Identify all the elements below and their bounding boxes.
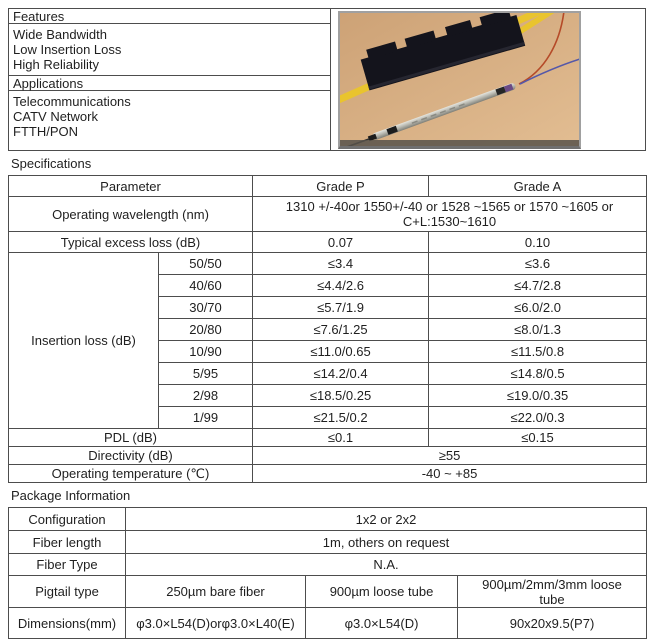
insertion-loss-label: Insertion loss (dB) — [9, 253, 159, 429]
package-information-title: Package Information — [11, 488, 131, 503]
specifications-table — [8, 175, 647, 483]
row-label: Operating wavelength (nm) — [9, 197, 253, 232]
photo-shadow — [340, 140, 579, 146]
il-grade-p: ≤14.2/0.4 — [253, 363, 429, 385]
dimensions-loose-tube-900: φ3.0×L54(D) — [306, 608, 458, 639]
split-ratio: 5/95 — [159, 363, 253, 385]
package-information-table — [8, 507, 647, 639]
row-label: Operating temperature (℃) — [9, 465, 253, 483]
il-grade-p: ≤5.7/1.9 — [253, 297, 429, 319]
product-photo-illustration — [340, 13, 579, 146]
photo-cell — [331, 9, 645, 150]
directivity-row — [9, 447, 647, 465]
il-grade-a: ≤19.0/0.35 — [429, 385, 647, 407]
wavelength-value: 1310 +/-40or 1550+/-40 or 1528 ~1565 or 1570 ~1605 or C+L:1530~1610 — [253, 197, 647, 232]
pigtail-loose-tube-900: 900µm loose tube — [306, 576, 458, 608]
application-item: Telecommunications — [13, 94, 131, 109]
dimensions-row — [9, 608, 647, 639]
split-ratio: 1/99 — [159, 407, 253, 429]
specifications-title: Specifications — [11, 156, 92, 171]
row-label: Pigtail type — [9, 576, 126, 608]
configuration-row — [9, 508, 647, 531]
product-photo — [338, 11, 581, 149]
feature-item: High Reliability — [13, 57, 99, 72]
il-grade-a: ≤11.5/0.8 — [429, 341, 647, 363]
configuration-value: 1x2 or 2x2 — [126, 508, 647, 531]
row-label: Configuration — [9, 508, 126, 531]
pigtail-type-row — [9, 576, 647, 608]
applications-list — [9, 91, 330, 150]
pdl-row — [9, 429, 647, 447]
features-table — [9, 9, 331, 150]
split-ratio: 40/60 — [159, 275, 253, 297]
operating-wavelength-row — [9, 197, 647, 232]
split-ratio: 10/90 — [159, 341, 253, 363]
row-label: PDL (dB) — [9, 429, 253, 447]
il-grade-a: ≤6.0/2.0 — [429, 297, 647, 319]
fiber-type-value: N.A. — [126, 554, 647, 576]
split-ratio: 20/80 — [159, 319, 253, 341]
il-grade-p: ≤3.4 — [253, 253, 429, 275]
features-header: Features — [9, 9, 330, 24]
directivity-value: ≥55 — [253, 447, 647, 465]
applications-header: Applications — [9, 76, 330, 91]
temperature-value: -40 ~ +85 — [253, 465, 647, 483]
il-grade-p: ≤11.0/0.65 — [253, 341, 429, 363]
insertion-loss-row — [9, 253, 647, 275]
il-grade-a: ≤14.8/0.5 — [429, 363, 647, 385]
il-grade-a: ≤22.0/0.3 — [429, 407, 647, 429]
fiber-length-row — [9, 531, 647, 554]
il-grade-p: ≤7.6/1.25 — [253, 319, 429, 341]
operating-temperature-row — [9, 465, 647, 483]
fiber-length-value: 1m, others on request — [126, 531, 647, 554]
excess-loss-grade-p: 0.07 — [253, 232, 429, 253]
fiber-type-row — [9, 554, 647, 576]
split-ratio: 50/50 — [159, 253, 253, 275]
excess-loss-row — [9, 232, 647, 253]
il-grade-p: ≤18.5/0.25 — [253, 385, 429, 407]
row-label: Dimensions(mm) — [9, 608, 126, 639]
il-grade-a: ≤8.0/1.3 — [429, 319, 647, 341]
feature-item: Low Insertion Loss — [13, 42, 122, 57]
split-ratio: 30/70 — [159, 297, 253, 319]
split-ratio: 2/98 — [159, 385, 253, 407]
dimensions-loose-tube-multi: 90x20x9.5(P7) — [458, 608, 647, 639]
features-applications-section — [8, 8, 646, 151]
application-item: CATV Network — [13, 109, 98, 124]
row-label: Fiber length — [9, 531, 126, 554]
col-header-grade-a: Grade A — [429, 176, 647, 197]
row-label: Typical excess loss (dB) — [9, 232, 253, 253]
pdl-grade-a: ≤0.15 — [429, 429, 647, 447]
row-label: Fiber Type — [9, 554, 126, 576]
spec-header-row — [9, 176, 647, 197]
il-grade-p: ≤4.4/2.6 — [253, 275, 429, 297]
excess-loss-grade-a: 0.10 — [429, 232, 647, 253]
pigtail-bare-fiber: 250µm bare fiber — [126, 576, 306, 608]
il-grade-a: ≤3.6 — [429, 253, 647, 275]
dimensions-bare-fiber: φ3.0×L54(D)orφ3.0×L40(E) — [126, 608, 306, 639]
application-item: FTTH/PON — [13, 124, 78, 139]
col-header-parameter: Parameter — [9, 176, 253, 197]
pdl-grade-p: ≤0.1 — [253, 429, 429, 447]
pigtail-loose-tube-multi: 900µm/2mm/3mm loose tube — [458, 576, 647, 608]
col-header-grade-p: Grade P — [253, 176, 429, 197]
il-grade-a: ≤4.7/2.8 — [429, 275, 647, 297]
il-grade-p: ≤21.5/0.2 — [253, 407, 429, 429]
features-list — [9, 24, 330, 76]
feature-item: Wide Bandwidth — [13, 27, 107, 42]
row-label: Directivity (dB) — [9, 447, 253, 465]
